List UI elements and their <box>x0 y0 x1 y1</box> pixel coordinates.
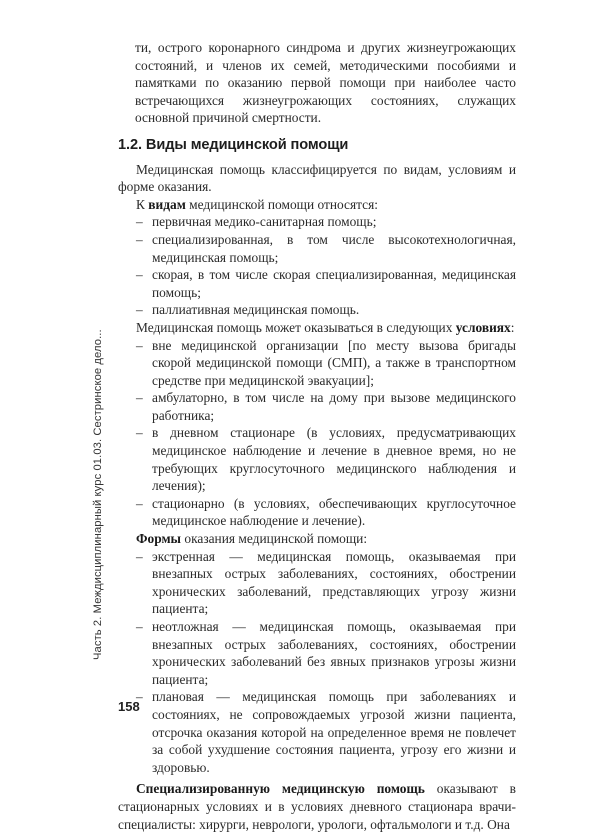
types-lead-pre: К <box>136 196 149 212</box>
specialized-paragraph <box>118 780 516 833</box>
forms-list <box>118 548 516 777</box>
conditions-list <box>118 337 516 531</box>
list-item-text: паллиативная медицинская помощь. <box>152 302 360 318</box>
list-dash: – <box>136 337 143 353</box>
list-item <box>118 266 516 301</box>
list-item-text: вне медицинской организации [по месту вызова бригады скорой медицинской помощи (СМП), а также в транспортном средстве при медицинской эвакуации]; <box>152 337 516 388</box>
section-title: 1.2. Виды медицинской помощи <box>118 136 349 153</box>
list-item <box>118 301 516 319</box>
forms-lead <box>118 530 516 548</box>
list-item-text: плановая — медицинская помощь при заболеваниях и состояниях, не сопровождаемых угрозой жизни пациента, отсрочка оказания которой на определенное время не повлечет за собой ухудшение состояния пациента, угрозу его жизни и здоровью. <box>152 689 516 775</box>
list-item <box>118 424 516 494</box>
conditions-lead <box>118 319 516 337</box>
intro-paragraph: ти, острого коронарного синдрома и других жизнеугрожающих состояний, и членов их семей, методическими пособиями и памятками по оказанию первой помощи при наиболее часто встречающихся жизнеугрожающих состояниях, служащих основной причиной смертности. <box>135 40 516 126</box>
list-item-text: неотложная — медицинская помощь, оказываемая при внезапных острых заболеваниях, состояниях, обострении хронических заболеваний без явных признаков угрозы жизни пациента; <box>152 619 516 687</box>
list-item-text: амбулаторно, в том числе на дому при вызове медицинского работника; <box>152 390 516 423</box>
list-item <box>118 618 516 688</box>
list-dash: – <box>136 214 143 230</box>
list-item <box>118 389 516 424</box>
list-dash: – <box>136 302 143 318</box>
list-item <box>118 231 516 266</box>
conditions-lead-pre: Медицинская помощь может оказываться в следующих <box>136 319 456 335</box>
list-dash: – <box>136 548 143 564</box>
page-number: 158 <box>118 699 140 714</box>
list-item-text: специализированная, в том числе высокотехнологичная, медицинская помощь; <box>152 231 516 265</box>
types-list <box>118 213 516 319</box>
classification-paragraph: Медицинская помощь классифицируется по видам, условиям и форме оказания. <box>118 161 516 195</box>
list-item <box>118 213 516 231</box>
list-dash: – <box>136 689 143 705</box>
list-dash: – <box>136 619 143 634</box>
conditions-lead-post: : <box>510 319 515 335</box>
list-dash: – <box>136 231 143 247</box>
forms-lead-bold: Формы <box>136 531 182 547</box>
running-header-vertical: Часть 2. Междисциплинарный курс 01.03. Сестринское дело... <box>92 329 104 660</box>
list-item <box>118 495 516 530</box>
list-item-text: первичная медико-санитарная помощь; <box>152 214 377 230</box>
page-content <box>118 39 516 833</box>
types-lead-post: медицинской помощи относятся: <box>185 196 378 212</box>
types-lead-bold: видам <box>148 196 186 212</box>
specialized-text: оказывают в стационарных условиях и в условиях дневного стационара врачи-специалисты: хирурги, неврологи, урологи, офтальмологи и т.д. Она <box>118 781 516 832</box>
list-item-text: стационарно (в условиях, обеспечивающих круглосуточное медицинское наблюдение и лечение). <box>152 495 516 529</box>
specialized-lead-bold: Специализированную медицинскую помощь <box>136 781 425 797</box>
list-item <box>118 337 516 390</box>
list-item-text: экстренная — медицинская помощь, оказываемая при внезапных острых заболеваниях, состояниях, обострении хронических заболеваний, представляющих угрозу жизни пациента; <box>152 548 516 617</box>
types-lead <box>118 196 516 214</box>
list-dash: – <box>136 495 143 511</box>
list-item-text: в дневном стационаре (в условиях, предусматривающих медицинское наблюдение и лечение в дневное время, но не требующих круглосуточного медицинского наблюдения и лечения); <box>152 425 516 494</box>
list-item <box>118 548 516 618</box>
list-dash: – <box>136 425 143 441</box>
forms-lead-post: оказания медицинской помощи: <box>181 531 368 547</box>
list-dash: – <box>136 390 143 406</box>
list-dash: – <box>136 267 143 283</box>
list-item <box>118 688 516 776</box>
conditions-lead-bold: условиях <box>455 319 511 335</box>
list-item-text: скорая, в том числе скорая специализированная, медицинская помощь; <box>152 267 516 300</box>
